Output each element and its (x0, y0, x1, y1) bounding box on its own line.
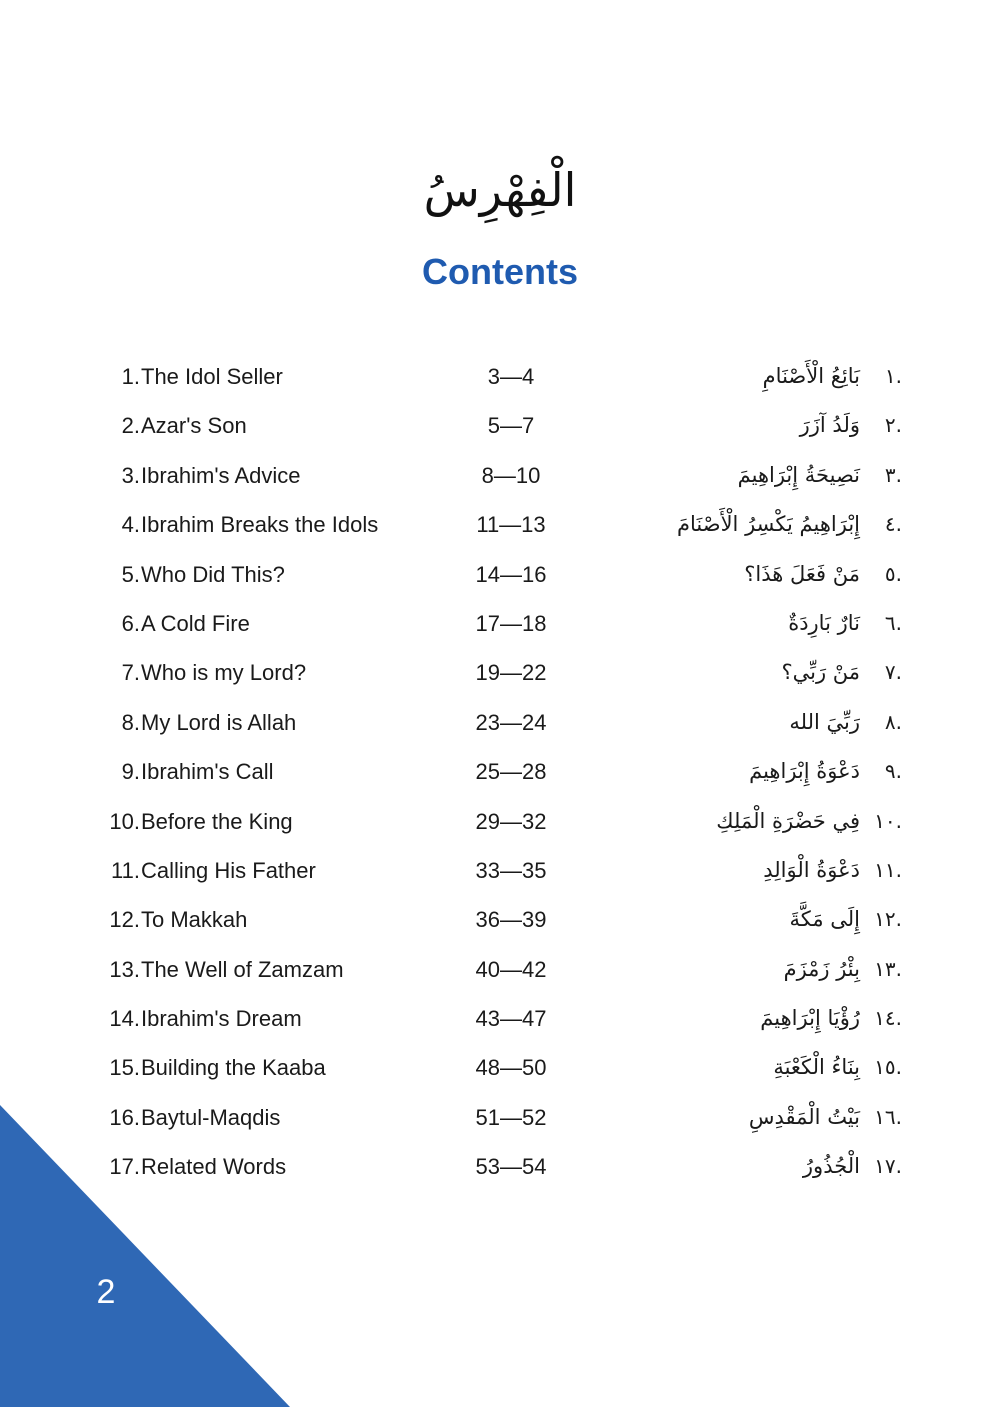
entry-title-arabic: دَعْوَةُ إِبْرَاهِيمَ (749, 759, 860, 784)
entry-number: 15. (109, 1055, 140, 1081)
entry-page-range: 29—32 (475, 808, 547, 834)
page-number: 2 (96, 1273, 116, 1311)
entry-number-arabic: .٩ (884, 759, 902, 784)
entry-number: 6. (121, 610, 140, 636)
entry-title-arabic: نَصِيحَةُ إِبْرَاهِيمَ (737, 462, 860, 487)
entry-title-english: Before the King (141, 808, 293, 834)
entry-number: 10. (109, 808, 140, 834)
entry-page-range: 19—22 (475, 660, 547, 686)
entry-number-arabic: .١٠ (874, 808, 902, 833)
toc-row[interactable] (0, 352, 1000, 401)
entry-title-english: Baytul-Maqdis (141, 1104, 281, 1130)
entry-title-arabic: بِنَاءُ الْكَعْبَةِ (773, 1055, 860, 1080)
entry-title-english: Related Words (141, 1154, 287, 1180)
toc-row[interactable] (0, 698, 1000, 747)
entry-number-arabic: .٦ (884, 610, 902, 635)
entry-title-english: Ibrahim's Call (141, 759, 274, 785)
entry-number-arabic: .١٣ (874, 956, 902, 981)
entry-number: 12. (109, 907, 140, 933)
entry-page-range: 25—28 (475, 759, 547, 785)
toc-row[interactable] (0, 500, 1000, 549)
entry-number: 9. (121, 759, 140, 785)
entry-page-range: 51—52 (475, 1104, 547, 1130)
entry-number: 7. (121, 660, 140, 686)
entry-page-range: 3—4 (487, 364, 535, 389)
entry-page-range: 17—18 (475, 610, 547, 636)
entry-title-arabic: بَيْتُ الْمَقْدِسِ (748, 1104, 860, 1129)
entry-number-arabic: .٤ (884, 512, 902, 537)
entry-title-english: Building the Kaaba (141, 1055, 326, 1081)
entry-title-english: To Makkah (141, 907, 248, 933)
toc-row[interactable] (0, 945, 1000, 994)
entry-number-arabic: .١١ (874, 857, 902, 882)
english-page-title: Contents (422, 251, 578, 292)
entry-number-arabic: .١٥ (874, 1055, 902, 1080)
entry-title-english: My Lord is Allah (141, 709, 297, 735)
entry-number: 2. (121, 413, 140, 439)
entry-title-arabic: إِلَى مَكَّةَ (789, 907, 860, 932)
entry-page-range: 48—50 (475, 1055, 547, 1081)
entry-title-arabic: مَنْ فَعَلَ هَذَا؟ (744, 561, 860, 586)
entry-number-arabic: .١٧ (874, 1154, 902, 1179)
entry-title-arabic: رُؤْيَا إِبْرَاهِيمَ (760, 1006, 860, 1031)
entry-title-english: Azar's Son (141, 413, 247, 439)
entry-number-arabic: .٣ (884, 462, 902, 487)
entry-page-range: 53—54 (475, 1154, 547, 1180)
entry-number-arabic: .١٦ (874, 1104, 902, 1129)
entry-number-arabic: .١ (884, 364, 902, 388)
entry-page-range: 5—7 (487, 413, 535, 439)
entry-title-english: Who is my Lord? (141, 660, 307, 686)
entry-title-arabic: دَعْوَةُ الْوَالِدِ (763, 857, 860, 882)
entry-title-arabic: فِي حَضْرَةِ الْمَلِكِ (716, 808, 860, 833)
entry-number-arabic: .٨ (884, 709, 902, 734)
toc-row[interactable] (0, 599, 1000, 648)
entry-title-english: Ibrahim's Dream (141, 1006, 302, 1032)
entry-page-range: 11—13 (476, 512, 546, 538)
entry-number-arabic: .٥ (884, 561, 902, 586)
entry-page-range: 43—47 (475, 1006, 547, 1032)
entry-number: 3. (121, 462, 140, 488)
entry-title-english: A Cold Fire (141, 610, 250, 636)
entry-page-range: 33—35 (475, 857, 547, 883)
entry-number-arabic: .٢ (884, 413, 902, 438)
entry-title-english: The Well of Zamzam (141, 956, 344, 982)
toc-row[interactable] (0, 401, 1000, 450)
entry-title-arabic: بَائِعُ الْأَصْنَامِ (762, 364, 860, 388)
toc-row[interactable] (0, 550, 1000, 599)
entry-number: 8. (121, 709, 140, 735)
entry-title-arabic: مَنْ رَبِّي؟ (781, 660, 860, 685)
entry-title-english: Ibrahim's Advice (141, 462, 301, 488)
toc-row[interactable] (0, 895, 1000, 944)
entry-number: 14. (109, 1006, 140, 1032)
toc-row[interactable] (0, 648, 1000, 697)
arabic-page-title: الْفِهْرِسُ (423, 163, 577, 217)
entry-number-arabic: .١٢ (874, 907, 902, 932)
entry-title-arabic: بِئْرُ زَمْزَمَ (783, 956, 860, 981)
entry-page-range: 40—42 (475, 956, 547, 982)
entry-number: 17. (109, 1154, 140, 1180)
entry-number: 11. (111, 857, 140, 883)
entry-title-arabic: رَبِّيَ الله (789, 709, 860, 734)
entry-page-range: 23—24 (475, 709, 547, 735)
entry-number: 5. (121, 561, 140, 587)
entry-page-range: 8—10 (481, 462, 541, 488)
entry-number: 1. (121, 364, 140, 389)
corner-triangle-decoration (0, 1105, 290, 1407)
toc-row[interactable] (0, 994, 1000, 1043)
toc-row[interactable] (0, 1043, 1000, 1092)
entry-title-english: The Idol Seller (141, 364, 283, 389)
entry-number-arabic: .١٤ (874, 1006, 902, 1031)
entry-title-arabic: إِبْرَاهِيمُ يَكْسِرُ الْأَصْنَامَ (677, 512, 860, 537)
entry-title-arabic: الْجُذُورُ (802, 1154, 860, 1179)
entry-number-arabic: .٧ (884, 660, 902, 685)
toc-row[interactable] (0, 797, 1000, 846)
entry-number: 4. (121, 512, 140, 538)
toc-row[interactable] (0, 451, 1000, 500)
entry-page-range: 36—39 (475, 907, 547, 933)
entry-title-arabic: نَارٌ بَارِدَةٌ (788, 610, 860, 635)
entry-title-arabic: وَلَدُ آزَرَ (799, 413, 860, 438)
entry-title-english: Ibrahim Breaks the Idols (141, 512, 379, 538)
entry-title-english: Calling His Father (141, 857, 316, 883)
corner-triangle-shape (0, 1105, 290, 1407)
entry-title-english: Who Did This? (141, 561, 285, 587)
entry-number: 13. (109, 956, 140, 982)
entry-page-range: 14—16 (475, 561, 547, 587)
entry-number: 16. (109, 1104, 140, 1130)
toc-row[interactable] (0, 747, 1000, 796)
toc-row[interactable] (0, 846, 1000, 895)
table-of-contents (0, 352, 1000, 1192)
